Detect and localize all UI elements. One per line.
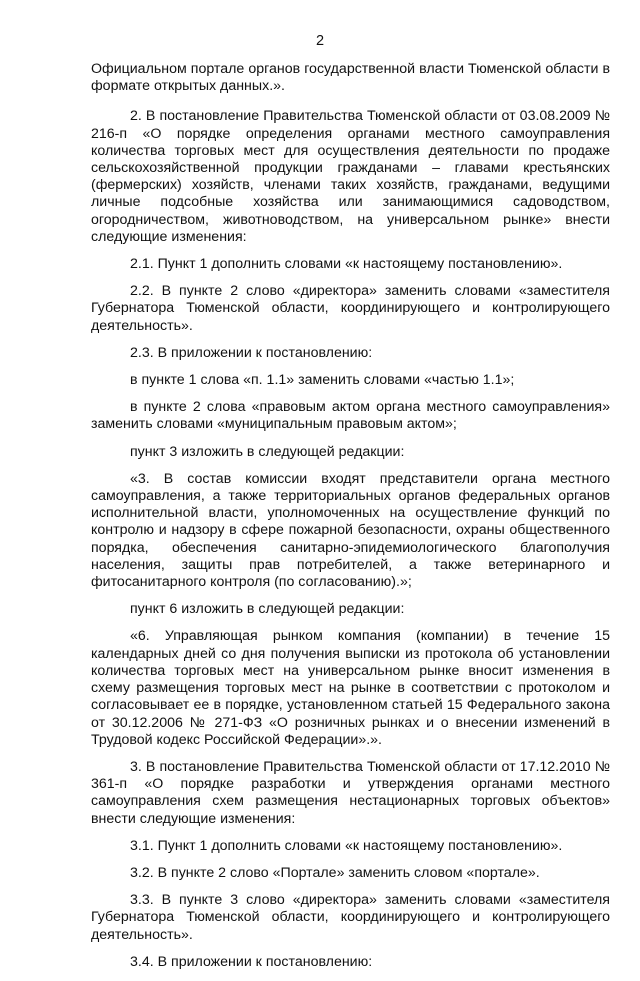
paragraph-clause-3-text: «3. В состав комиссии входят представители органа местного самоуправления, а также территориальных органов федеральных органов исполнительной власти, уполномоченных на осуществление функций по контролю и надзору в сфере пожарной безопасности, охраны общественного порядка, обеспечения санитарно-эпидемиологического благополучия населения, защиты прав потребителей, а также ветеринарного и фитосанитарного контроля (по согласованию).»; <box>91 470 610 591</box>
paragraph-item-3-1: 3.1. Пункт 1 дополнить словами «к настоящему постановлению». <box>130 837 563 854</box>
paragraph-clause-1: в пункте 1 слова «п. 1.1» заменить словами «частью 1.1»; <box>130 372 515 389</box>
paragraph-item-2-1: 2.1. Пункт 1 дополнить словами «к настоящему постановлению». <box>130 256 563 273</box>
paragraph-continuation: Официальном портале органов государственной власти Тюменской области в формате открытых данных.». <box>91 61 610 95</box>
paragraph-item-3-4: 3.4. В приложении к постановлению: <box>130 953 373 970</box>
paragraph-item-3: 3. В постановление Правительства Тюменской области от 17.12.2010 № 361-п «О порядке разработки и утверждения органами местного самоуправления схем размещения нестационарных торговых объектов» внести следующие изменения: <box>91 758 610 827</box>
paragraph-clause-3-intro: пункт 3 изложить в следующей редакции: <box>130 443 405 460</box>
paragraph-clause-6-intro: пункт 6 изложить в следующей редакции: <box>130 601 405 618</box>
paragraph-item-2-3: 2.3. В приложении к постановлению: <box>130 344 373 361</box>
document-body <box>91 61 610 981</box>
paragraph-item-2-2: 2.2. В пункте 2 слово «директора» заменить словами «заместителя Губернатора Тюменской области, координирующего и контролирующего деятельность». <box>91 283 610 334</box>
paragraph-clause-6-text: «6. Управляющая рынком компания (компании) в течение 15 календарных дней со дня получения выписки из протокола об установлении количества торговых мест на универсальном рынке вносит изменения в схему размещения торговых мест на рынке в соответствии с протоколом и согласовывает ее в порядке, установленном статьей 15 Федерального закона от 30.12.2006 № 271-ФЗ «О розничных рынках и о внесении изменений в Трудовой кодекс Российской Федерации».». <box>91 628 610 748</box>
paragraph-item-3-3: 3.3. В пункте 3 слово «директора» заменить словами «заместителя Губернатора Тюменской области, координирующего и контролирующего деятельность». <box>91 892 610 943</box>
paragraph-clause-2: в пункте 2 слова «правовым актом органа местного самоуправления» заменить словами «муниципальным правовым актом»; <box>91 399 610 433</box>
paragraph-item-2: 2. В постановление Правительства Тюменской области от 03.08.2009 № 216-п «О порядке определения органами местного самоуправления количества торговых мест для осуществления деятельности по продаже сельскохозяйственной продукции гражданами – главами крестьянских (фермерских) хозяйств, членами таких хозяйств, гражданами, ведущими личные подсобные хозяйства или занимающимися садоводством, огородничеством, животноводством, на универсальном рынке» внести следующие изменения: <box>91 108 610 245</box>
page-number: 2 <box>315 33 325 49</box>
paragraph-item-3-2: 3.2. В пункте 2 слово «Портале» заменить словом «портале». <box>130 864 540 881</box>
